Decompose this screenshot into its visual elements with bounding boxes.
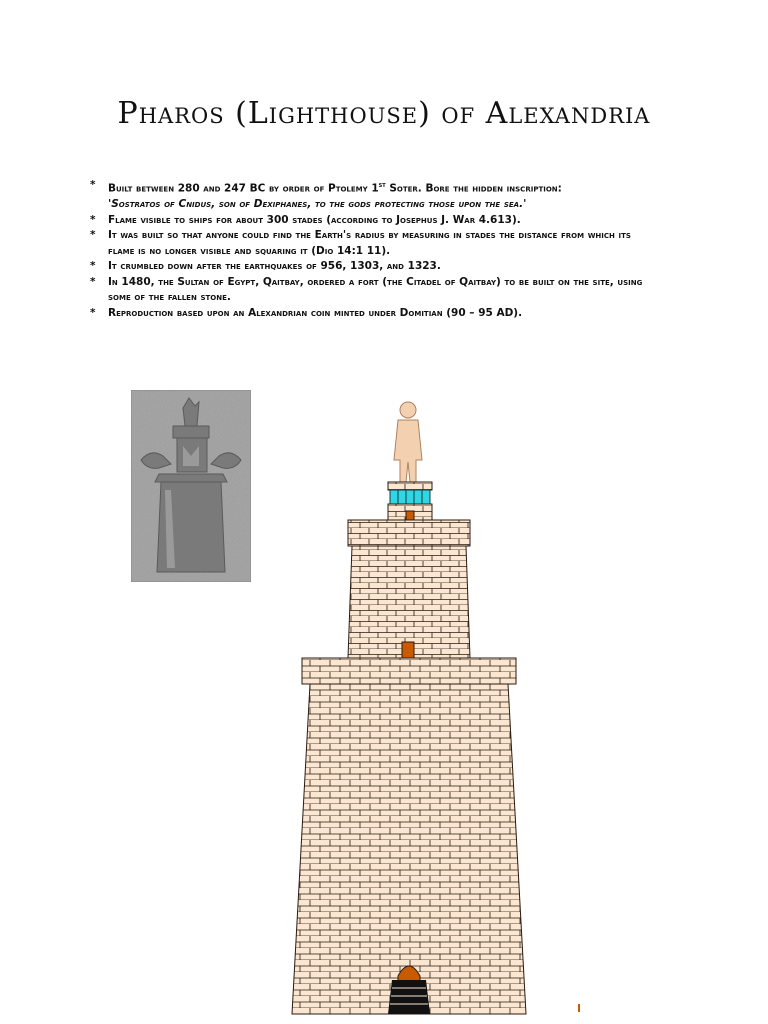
note-item: * It crumbled down after the earthquakes of 956, 1303, and 1323. — [90, 259, 660, 275]
page-title: Pharos (Lighthouse) of Alexandria — [117, 96, 651, 131]
note-item-1-sup: st — [378, 181, 386, 189]
note-item: * Reproduction based upon an Alexandrian coin minted under Domitian (90 – 95 AD). — [90, 306, 660, 322]
lantern — [388, 482, 432, 520]
note-item: * In 1480, the Sultan of Egypt, Qaitbay, ordered a fort (the Citadel of Qaitbay) to be built on the site, using some of the fallen stone. — [90, 275, 660, 306]
inscription-quote: 'Sostratos of Cnidus, son of Dexiphanes, to the gods protecting those upon the sea.' — [108, 198, 527, 210]
statue — [394, 402, 422, 482]
window — [402, 642, 414, 658]
note-item-1-rest: Soter. Bore the hidden inscription: — [385, 182, 562, 195]
note-item: * Flame visible to ships for about 300 stades (according to Josephus J. War 4.613). — [90, 213, 660, 229]
note-item-1-text: Built between 280 and 247 BC by order of Ptolemy 1 — [108, 182, 379, 195]
note-item: * It was built so that anyone could find the Earth's radius by measuring in stades the distance from which its flame is no longer visible and squaring it (Dio 14:1 11). — [90, 228, 660, 259]
